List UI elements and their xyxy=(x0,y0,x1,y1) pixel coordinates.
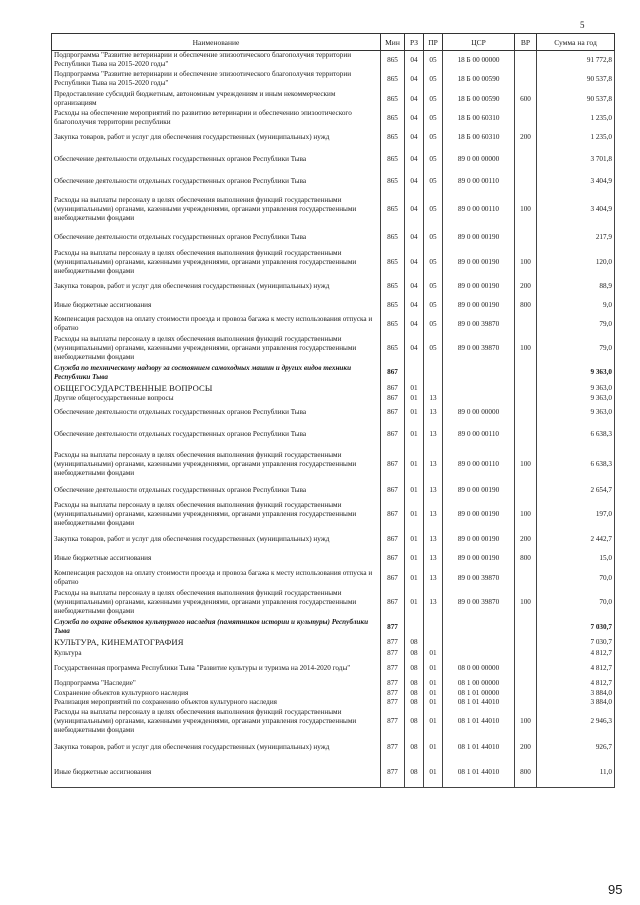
row-sum: 6 638,3 xyxy=(537,446,615,482)
row-csr: 18 Б 00 60310 xyxy=(443,109,515,127)
table-row xyxy=(52,735,615,759)
row-rz: 04 xyxy=(405,69,424,89)
table-row xyxy=(52,127,615,147)
row-name: Подпрограмма "Развитие ветеринарии и обеспечение эпизоотического благополучия территории Республики Тыва на 2015-2020 годы" xyxy=(52,51,381,70)
row-pr: 13 xyxy=(424,529,443,549)
row-vr: 100 xyxy=(515,499,537,529)
table-row xyxy=(52,109,615,127)
row-vr xyxy=(515,171,537,191)
row-name: Обеспечение деятельности отдельных государственных органов Республики Тыва xyxy=(52,403,381,422)
row-csr: 89 0 00 00190 xyxy=(443,549,515,568)
row-rz: 04 xyxy=(405,127,424,147)
row-name: Обеспечение деятельности отдельных государственных органов Республики Тыва xyxy=(52,482,381,499)
row-pr: 05 xyxy=(424,127,443,147)
row-rz: 08 xyxy=(405,688,424,698)
row-vr: 200 xyxy=(515,735,537,759)
row-vr xyxy=(515,227,537,247)
table-row xyxy=(52,247,615,277)
row-rz: 01 xyxy=(405,588,424,617)
row-sum: 926,7 xyxy=(537,735,615,759)
row-name: Закупка товаров, работ и услуг для обеспечения государственных (муниципальных) нужд xyxy=(52,277,381,296)
table-header-row xyxy=(52,34,615,51)
row-csr: 89 0 00 39870 xyxy=(443,314,515,334)
row-vr: 200 xyxy=(515,127,537,147)
row-csr: 08 1 01 44010 xyxy=(443,707,515,735)
table-row xyxy=(52,191,615,227)
table-row xyxy=(52,588,615,617)
row-pr: 01 xyxy=(424,648,443,658)
row-name: Расходы на выплаты персоналу в целях обеспечения выполнения функций государственными (муниципальными) органами, казенными учреждениями, органами управления государственными внебюджетными фондами xyxy=(52,499,381,529)
row-rz: 01 xyxy=(405,403,424,422)
row-min: 865 xyxy=(381,89,405,109)
row-vr: 200 xyxy=(515,277,537,296)
row-min: 865 xyxy=(381,227,405,247)
row-sum: 79,0 xyxy=(537,314,615,334)
row-pr: 05 xyxy=(424,191,443,227)
row-csr xyxy=(443,383,515,393)
row-min: 867 xyxy=(381,422,405,446)
row-csr xyxy=(443,637,515,648)
row-pr: 05 xyxy=(424,296,443,314)
row-name: Расходы на выплаты персоналу в целях обеспечения выполнения функций государственными (муниципальными) органами, казенными учреждениями, органами управления государственными внебюджетными фондами xyxy=(52,707,381,735)
row-sum: 7 030,7 xyxy=(537,637,615,648)
table-row xyxy=(52,637,615,648)
row-rz: 01 xyxy=(405,529,424,549)
table-row xyxy=(52,227,615,247)
row-name: Сохранение объектов культурного наследия xyxy=(52,688,381,698)
row-pr: 01 xyxy=(424,735,443,759)
row-name: Расходы на выплаты персоналу в целях обеспечения выполнения функций государственными (муниципальными) органами, казенными учреждениями, органами управления государственными внебюджетными фондами xyxy=(52,588,381,617)
row-rz: 04 xyxy=(405,109,424,127)
row-pr xyxy=(424,383,443,393)
row-rz xyxy=(405,362,424,383)
row-name: Реализация мероприятий по сохранению объектов культурного наследия xyxy=(52,698,381,707)
table-row xyxy=(52,171,615,191)
row-rz: 04 xyxy=(405,89,424,109)
row-vr xyxy=(515,648,537,658)
row-rz: 01 xyxy=(405,393,424,403)
row-vr: 800 xyxy=(515,296,537,314)
row-rz: 08 xyxy=(405,735,424,759)
table-row xyxy=(52,499,615,529)
row-rz: 01 xyxy=(405,568,424,588)
row-vr xyxy=(515,314,537,334)
row-csr: 89 0 00 00190 xyxy=(443,499,515,529)
row-csr: 89 0 00 00110 xyxy=(443,191,515,227)
row-name: Служба по техническому надзору за состоянием самоходных машин и других видов техники Республики Тыва xyxy=(52,362,381,383)
header-rz: РЗ xyxy=(405,34,424,51)
table-row xyxy=(52,334,615,362)
row-vr: 100 xyxy=(515,707,537,735)
row-csr: 89 0 00 00190 xyxy=(443,227,515,247)
row-min: 865 xyxy=(381,296,405,314)
row-pr: 13 xyxy=(424,422,443,446)
table-row xyxy=(52,707,615,735)
row-sum: 197,0 xyxy=(537,499,615,529)
row-min: 867 xyxy=(381,549,405,568)
row-rz: 04 xyxy=(405,247,424,277)
row-csr: 89 0 00 39870 xyxy=(443,568,515,588)
row-rz: 08 xyxy=(405,759,424,787)
row-sum: 11,0 xyxy=(537,759,615,787)
row-csr: 18 Б 00 00000 xyxy=(443,51,515,70)
row-rz: 01 xyxy=(405,499,424,529)
row-min: 877 xyxy=(381,678,405,688)
row-name: Подпрограмма "Наследие" xyxy=(52,678,381,688)
row-rz: 08 xyxy=(405,637,424,648)
row-name: Другие общегосударственные вопросы xyxy=(52,393,381,403)
row-name: Предоставление субсидий бюджетным, автономным учреждениям и иным некоммерческим организациям xyxy=(52,89,381,109)
row-min: 877 xyxy=(381,688,405,698)
row-csr: 89 0 00 00000 xyxy=(443,403,515,422)
table-row xyxy=(52,698,615,707)
row-csr: 89 0 00 00190 xyxy=(443,482,515,499)
row-sum: 70,0 xyxy=(537,588,615,617)
row-csr xyxy=(443,362,515,383)
row-min: 877 xyxy=(381,648,405,658)
header-sum: Сумма на год xyxy=(537,34,615,51)
row-sum: 88,9 xyxy=(537,277,615,296)
row-name: Обеспечение деятельности отдельных государственных органов Республики Тыва xyxy=(52,227,381,247)
table-row xyxy=(52,422,615,446)
row-name: Расходы на выплаты персоналу в целях обеспечения выполнения функций государственными (муниципальными) органами, казенными учреждениями, органами управления государственными внебюджетными фондами xyxy=(52,247,381,277)
row-name: Обеспечение деятельности отдельных государственных органов Республики Тыва xyxy=(52,171,381,191)
row-rz: 08 xyxy=(405,698,424,707)
row-rz: 04 xyxy=(405,314,424,334)
row-rz: 04 xyxy=(405,227,424,247)
corner-page-mark: 95 xyxy=(608,882,623,897)
row-name: Расходы на выплаты персоналу в целях обеспечения выполнения функций государственными (муниципальными) органами, казенными учреждениями, органами управления государственными внебюджетными фондами xyxy=(52,334,381,362)
row-vr xyxy=(515,147,537,171)
row-vr: 200 xyxy=(515,529,537,549)
row-sum: 70,0 xyxy=(537,568,615,588)
page-number: 5 xyxy=(580,20,585,30)
row-rz: 04 xyxy=(405,277,424,296)
table-row xyxy=(52,688,615,698)
row-pr: 13 xyxy=(424,568,443,588)
row-vr: 100 xyxy=(515,247,537,277)
table-row xyxy=(52,568,615,588)
row-pr: 13 xyxy=(424,482,443,499)
row-pr: 05 xyxy=(424,247,443,277)
row-csr: 89 0 00 00110 xyxy=(443,422,515,446)
table-row xyxy=(52,648,615,658)
row-pr: 05 xyxy=(424,147,443,171)
row-pr: 13 xyxy=(424,588,443,617)
row-name: Закупка товаров, работ и услуг для обеспечения государственных (муниципальных) нужд xyxy=(52,529,381,549)
table-row xyxy=(52,549,615,568)
row-sum: 9 363,0 xyxy=(537,362,615,383)
row-pr: 05 xyxy=(424,277,443,296)
row-pr: 01 xyxy=(424,678,443,688)
table-row xyxy=(52,617,615,637)
row-vr xyxy=(515,637,537,648)
row-rz: 01 xyxy=(405,549,424,568)
row-csr xyxy=(443,617,515,637)
row-rz: 01 xyxy=(405,446,424,482)
header-min: Мин xyxy=(381,34,405,51)
row-min: 867 xyxy=(381,499,405,529)
row-sum: 7 030,7 xyxy=(537,617,615,637)
row-vr: 100 xyxy=(515,446,537,482)
row-vr: 600 xyxy=(515,89,537,109)
table-row xyxy=(52,314,615,334)
row-name: Расходы на выплаты персоналу в целях обеспечения выполнения функций государственными (муниципальными) органами, казенными учреждениями, органами управления государственными внебюджетными фондами xyxy=(52,446,381,482)
row-vr xyxy=(515,109,537,127)
row-name: Обеспечение деятельности отдельных государственных органов Республики Тыва xyxy=(52,422,381,446)
row-min: 877 xyxy=(381,637,405,648)
row-rz: 04 xyxy=(405,334,424,362)
row-min: 877 xyxy=(381,735,405,759)
row-csr: 18 Б 00 60310 xyxy=(443,127,515,147)
row-name: Закупка товаров, работ и услуг для обеспечения государственных (муниципальных) нужд xyxy=(52,127,381,147)
row-pr: 05 xyxy=(424,227,443,247)
row-vr xyxy=(515,362,537,383)
row-sum: 9,0 xyxy=(537,296,615,314)
row-name: Расходы на обеспечение мероприятий по развитию ветеринарии и обеспечению эпизоотического благополучия территории республики xyxy=(52,109,381,127)
row-csr: 89 0 00 00190 xyxy=(443,296,515,314)
row-pr xyxy=(424,362,443,383)
row-vr: 100 xyxy=(515,191,537,227)
row-min: 867 xyxy=(381,383,405,393)
row-rz: 08 xyxy=(405,678,424,688)
row-min: 867 xyxy=(381,362,405,383)
row-name: ОБЩЕГОСУДАРСТВЕННЫЕ ВОПРОСЫ xyxy=(52,383,381,393)
row-min: 877 xyxy=(381,658,405,678)
row-name: Культура xyxy=(52,648,381,658)
row-name: Компенсация расходов на оплату стоимости проезда и провоза багажа к месту использования отпуска и обратно xyxy=(52,314,381,334)
row-min: 865 xyxy=(381,109,405,127)
row-pr xyxy=(424,637,443,648)
row-sum: 90 537,8 xyxy=(537,89,615,109)
table-row xyxy=(52,759,615,787)
row-pr: 05 xyxy=(424,334,443,362)
row-min: 865 xyxy=(381,334,405,362)
row-sum: 3 884,0 xyxy=(537,688,615,698)
row-min: 865 xyxy=(381,314,405,334)
row-min: 877 xyxy=(381,707,405,735)
row-rz: 08 xyxy=(405,658,424,678)
row-min: 865 xyxy=(381,51,405,70)
table-row xyxy=(52,383,615,393)
row-sum: 9 363,0 xyxy=(537,393,615,403)
budget-table xyxy=(51,33,615,788)
row-min: 865 xyxy=(381,69,405,89)
row-sum: 9 363,0 xyxy=(537,383,615,393)
row-csr: 08 1 01 00000 xyxy=(443,688,515,698)
row-rz: 04 xyxy=(405,171,424,191)
row-sum: 120,0 xyxy=(537,247,615,277)
row-vr xyxy=(515,617,537,637)
row-min: 867 xyxy=(381,446,405,482)
row-csr xyxy=(443,393,515,403)
row-name: Иные бюджетные ассигнования xyxy=(52,296,381,314)
row-rz: 04 xyxy=(405,296,424,314)
row-vr xyxy=(515,688,537,698)
row-min: 867 xyxy=(381,393,405,403)
row-sum: 6 638,3 xyxy=(537,422,615,446)
row-sum: 3 884,0 xyxy=(537,698,615,707)
row-csr: 89 0 00 00190 xyxy=(443,277,515,296)
table-row xyxy=(52,296,615,314)
row-sum: 3 701,8 xyxy=(537,147,615,171)
row-min: 865 xyxy=(381,171,405,191)
row-min: 865 xyxy=(381,147,405,171)
row-vr xyxy=(515,51,537,70)
row-csr: 89 0 00 00110 xyxy=(443,446,515,482)
row-pr xyxy=(424,617,443,637)
row-vr xyxy=(515,482,537,499)
row-sum: 4 812,7 xyxy=(537,678,615,688)
row-sum: 4 812,7 xyxy=(537,658,615,678)
table-row xyxy=(52,403,615,422)
row-name: Государственная программа Республики Тыва "Развитие культуры и туризма на 2014-2020 годы" xyxy=(52,658,381,678)
row-rz xyxy=(405,617,424,637)
table-row xyxy=(52,89,615,109)
row-pr: 13 xyxy=(424,446,443,482)
table-row xyxy=(52,51,615,70)
row-sum: 79,0 xyxy=(537,334,615,362)
table-row xyxy=(52,658,615,678)
row-name: КУЛЬТУРА, КИНЕМАТОГРАФИЯ xyxy=(52,637,381,648)
row-min: 867 xyxy=(381,588,405,617)
row-pr: 01 xyxy=(424,759,443,787)
row-csr: 08 0 00 00000 xyxy=(443,658,515,678)
row-csr: 18 Б 00 00590 xyxy=(443,69,515,89)
row-min: 877 xyxy=(381,698,405,707)
table-row xyxy=(52,678,615,688)
row-csr: 08 1 01 44010 xyxy=(443,698,515,707)
row-pr: 05 xyxy=(424,314,443,334)
table-row xyxy=(52,529,615,549)
row-csr: 89 0 00 39870 xyxy=(443,588,515,617)
table-row xyxy=(52,446,615,482)
row-sum: 3 404,9 xyxy=(537,191,615,227)
row-vr xyxy=(515,393,537,403)
row-csr: 89 0 00 39870 xyxy=(443,334,515,362)
row-csr: 89 0 00 00190 xyxy=(443,247,515,277)
row-vr xyxy=(515,383,537,393)
row-sum: 9 363,0 xyxy=(537,403,615,422)
row-sum: 217,9 xyxy=(537,227,615,247)
row-name: Обеспечение деятельности отдельных государственных органов Республики Тыва xyxy=(52,147,381,171)
row-vr xyxy=(515,658,537,678)
row-name: Служба по охране объектов культурного наследия (памятников истории и культуры) Республики Тыва xyxy=(52,617,381,637)
row-sum: 90 537,8 xyxy=(537,69,615,89)
row-csr: 89 0 00 00190 xyxy=(443,529,515,549)
row-csr: 89 0 00 00110 xyxy=(443,171,515,191)
row-min: 867 xyxy=(381,568,405,588)
row-pr: 01 xyxy=(424,688,443,698)
row-name: Подпрограмма "Развитие ветеринарии и обеспечение эпизоотического благополучия территории Республики Тыва на 2015-2020 годы" xyxy=(52,69,381,89)
row-csr: 08 1 01 44010 xyxy=(443,759,515,787)
row-vr xyxy=(515,698,537,707)
header-csr: ЦСР xyxy=(443,34,515,51)
row-rz: 01 xyxy=(405,383,424,393)
row-sum: 4 812,7 xyxy=(537,648,615,658)
row-min: 865 xyxy=(381,191,405,227)
row-min: 867 xyxy=(381,529,405,549)
row-pr: 05 xyxy=(424,89,443,109)
row-name: Иные бюджетные ассигнования xyxy=(52,549,381,568)
row-vr: 100 xyxy=(515,588,537,617)
row-pr: 01 xyxy=(424,707,443,735)
row-rz: 04 xyxy=(405,147,424,171)
row-sum: 2 442,7 xyxy=(537,529,615,549)
row-name: Закупка товаров, работ и услуг для обеспечения государственных (муниципальных) нужд xyxy=(52,735,381,759)
row-csr: 08 1 01 44010 xyxy=(443,735,515,759)
row-vr xyxy=(515,403,537,422)
header-vr: ВР xyxy=(515,34,537,51)
row-pr: 13 xyxy=(424,403,443,422)
row-sum: 1 235,0 xyxy=(537,127,615,147)
row-min: 865 xyxy=(381,277,405,296)
row-name: Расходы на выплаты персоналу в целях обеспечения выполнения функций государственными (муниципальными) органами, казенными учреждениями, органами управления государственными внебюджетными фондами xyxy=(52,191,381,227)
table-row xyxy=(52,277,615,296)
row-rz: 04 xyxy=(405,51,424,70)
header-name: Наименование xyxy=(52,34,381,51)
row-vr xyxy=(515,568,537,588)
row-pr: 13 xyxy=(424,393,443,403)
row-pr: 13 xyxy=(424,549,443,568)
row-vr: 800 xyxy=(515,549,537,568)
row-min: 865 xyxy=(381,247,405,277)
row-rz: 04 xyxy=(405,191,424,227)
table-row xyxy=(52,69,615,89)
table-row xyxy=(52,482,615,499)
row-rz: 01 xyxy=(405,482,424,499)
table-row xyxy=(52,393,615,403)
row-rz: 01 xyxy=(405,422,424,446)
row-min: 867 xyxy=(381,403,405,422)
row-csr: 18 Б 00 00590 xyxy=(443,89,515,109)
row-vr xyxy=(515,69,537,89)
row-rz: 08 xyxy=(405,648,424,658)
row-vr xyxy=(515,678,537,688)
row-vr xyxy=(515,422,537,446)
row-min: 865 xyxy=(381,127,405,147)
row-pr: 05 xyxy=(424,69,443,89)
table-row xyxy=(52,147,615,171)
row-pr: 05 xyxy=(424,51,443,70)
row-min: 867 xyxy=(381,482,405,499)
row-sum: 3 404,9 xyxy=(537,171,615,191)
row-sum: 15,0 xyxy=(537,549,615,568)
row-csr xyxy=(443,648,515,658)
row-rz: 08 xyxy=(405,707,424,735)
row-sum: 91 772,8 xyxy=(537,51,615,70)
row-name: Иные бюджетные ассигнования xyxy=(52,759,381,787)
table-row xyxy=(52,362,615,383)
row-min: 877 xyxy=(381,617,405,637)
row-vr: 100 xyxy=(515,334,537,362)
row-name: Компенсация расходов на оплату стоимости проезда и провоза багажа к месту использования отпуска и обратно xyxy=(52,568,381,588)
row-csr: 89 0 00 00000 xyxy=(443,147,515,171)
row-sum: 2 654,7 xyxy=(537,482,615,499)
row-csr: 08 1 00 00000 xyxy=(443,678,515,688)
row-pr: 13 xyxy=(424,499,443,529)
row-pr: 05 xyxy=(424,109,443,127)
row-vr: 800 xyxy=(515,759,537,787)
row-pr: 01 xyxy=(424,698,443,707)
row-pr: 05 xyxy=(424,171,443,191)
row-sum: 2 946,3 xyxy=(537,707,615,735)
header-pr: ПР xyxy=(424,34,443,51)
row-min: 877 xyxy=(381,759,405,787)
row-pr: 01 xyxy=(424,658,443,678)
row-sum: 1 235,0 xyxy=(537,109,615,127)
